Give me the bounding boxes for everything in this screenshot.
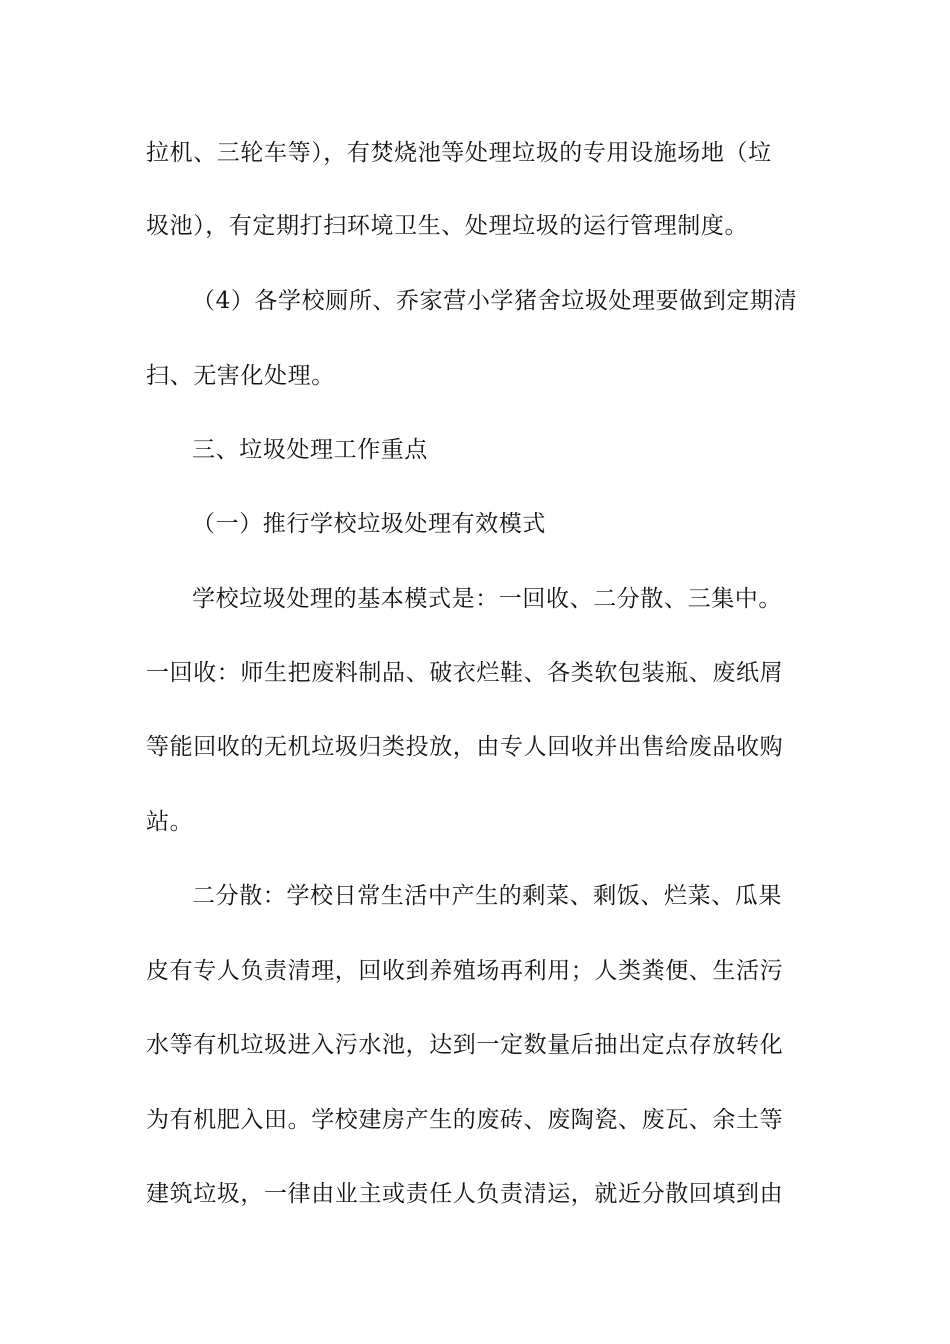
text-line-15: 建筑垃圾，一律由业主或责任人负责清运，就近分散回填到由 — [146, 1181, 784, 1207]
text-line-2: 圾池），有定期打扫环境卫生、处理垃圾的运行管理制度。 — [146, 213, 749, 239]
text-line-10: 站。 — [146, 809, 194, 835]
text-line-12: 皮有专人负责清理，回收到养殖场再利用；人类粪便、生活污 — [146, 958, 784, 984]
text-line-13: 水等有机垃圾进入污水池，达到一定数量后抽出定点存放转化 — [146, 1032, 784, 1058]
text-line-11: 二分散：学校日常生活中产生的剩菜、剩饭、烂菜、瓜果 — [192, 883, 782, 909]
text-line-14: 为有机肥入田。学校建房产生的废砖、废陶瓷、废瓦、余土等 — [146, 1107, 784, 1133]
text-line-8: 一回收：师生把废料制品、破衣烂鞋、各类软包装瓶、废纸屑 — [146, 660, 784, 686]
text-line-3: （4）各学校厕所、乔家营小学猪舍垃圾处理要做到定期清 — [192, 288, 798, 314]
text-line-7: 学校垃圾处理的基本模式是：一回收、二分散、三集中。 — [192, 586, 782, 612]
text-line-4: 扫、无害化处理。 — [146, 363, 335, 389]
text-line-9: 等能回收的无机垃圾归类投放，由专人回收并出售给废品收购 — [146, 734, 784, 760]
text-line-1: 拉机、三轮车等），有焚烧池等处理垃圾的专用设施场地（垃 — [146, 140, 772, 166]
section-heading: 三、垃圾处理工作重点 — [192, 437, 428, 463]
subsection-heading: （一）推行学校垃圾处理有效模式 — [192, 511, 546, 537]
